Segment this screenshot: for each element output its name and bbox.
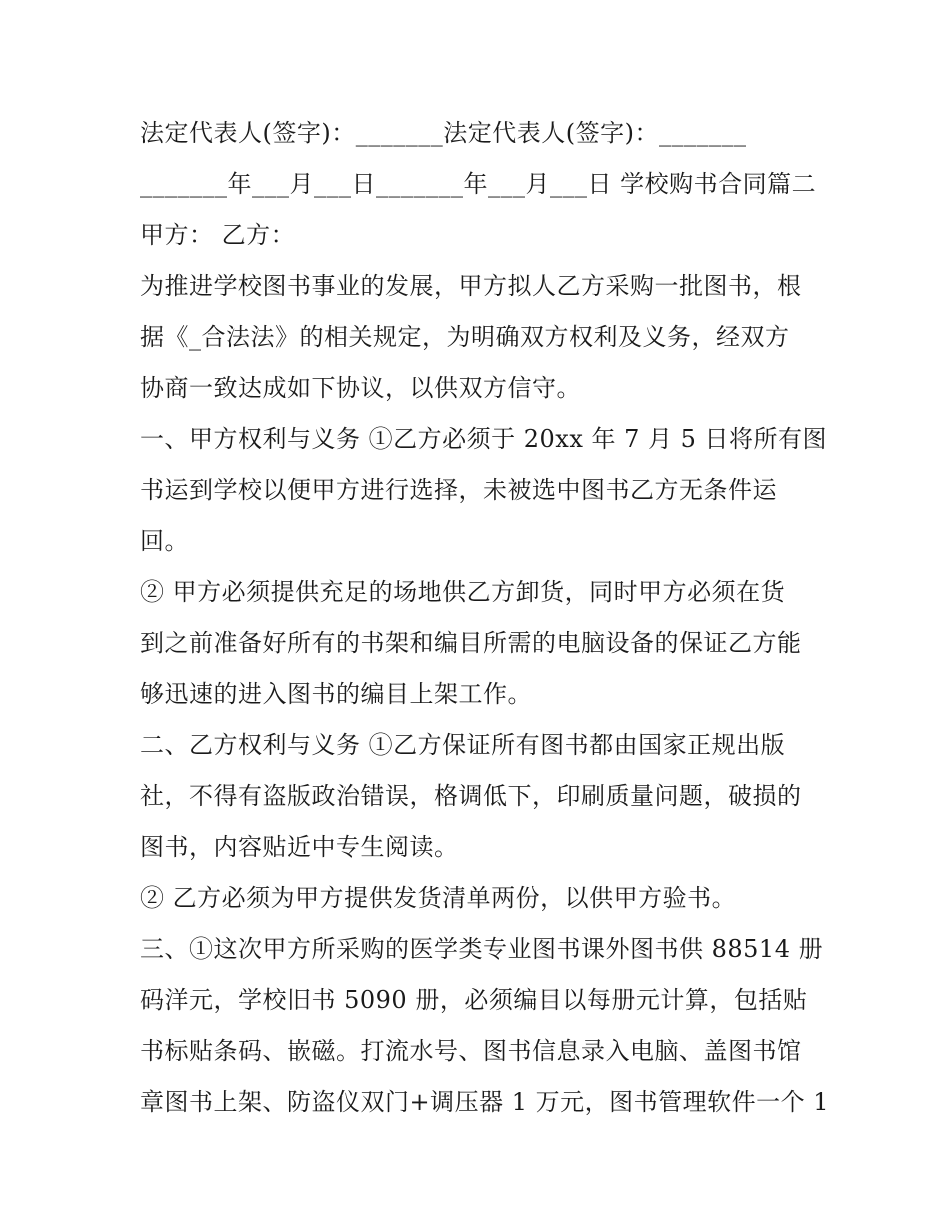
text-line: 回。	[140, 527, 189, 555]
text-line: 码洋元，学校旧书 5090 册，必须编目以每册元计算，包括贴	[140, 986, 808, 1014]
text-line: 据《_合法法》的相关规定，为明确双方权利及义务，经双方	[140, 323, 790, 351]
text-line: 书运到学校以便甲方进行选择，未被选中图书乙方无条件运	[140, 476, 777, 504]
date-line: _______年___月___日_______年___月___日 学校购书合同篇二	[140, 170, 817, 198]
text-line: 到之前准备好所有的书架和编目所需的电脑设备的保证乙方能	[140, 629, 802, 657]
text-line: 协商一致达成如下协议，以供双方信守。	[140, 374, 581, 402]
text-line: 社，不得有盗版政治错误，格调低下，印刷质量问题，破损的	[140, 782, 802, 810]
section-three-line: 三、①这次甲方所采购的医学类专业图书课外图书供 88514 册	[140, 935, 824, 963]
text-line: 为推进学校图书事业的发展，甲方拟人乙方采购一批图书，根	[140, 272, 802, 300]
text-line: 图书，内容贴近中专生阅读。	[140, 833, 459, 861]
signature-line: 法定代表人(签字)：_______法定代表人(签字)：_______	[140, 119, 747, 147]
text-line: ② 甲方必须提供充足的场地供乙方卸货，同时甲方必须在货	[140, 578, 786, 606]
text-line: 章图书上架、防盗仪双门+调压器 1 万元，图书管理软件一个 1	[140, 1088, 830, 1116]
text-line: ② 乙方必须为甲方提供发货清单两份，以供甲方验书。	[140, 884, 737, 912]
section-one-line: 一、甲方权利与义务 ①乙方必须于 20xx 年 7 月 5 日将所有图	[140, 425, 828, 453]
document-body	[140, 108, 830, 1128]
section-two-line: 二、乙方权利与义务 ①乙方保证所有图书都由国家正规出版	[140, 731, 786, 759]
parties-line: 甲方： 乙方：	[140, 221, 296, 249]
text-line: 书标贴条码、嵌磁。打流水号、图书信息录入电脑、盖图书馆	[140, 1037, 802, 1065]
text-line: 够迅速的进入图书的编目上架工作。	[140, 680, 532, 708]
